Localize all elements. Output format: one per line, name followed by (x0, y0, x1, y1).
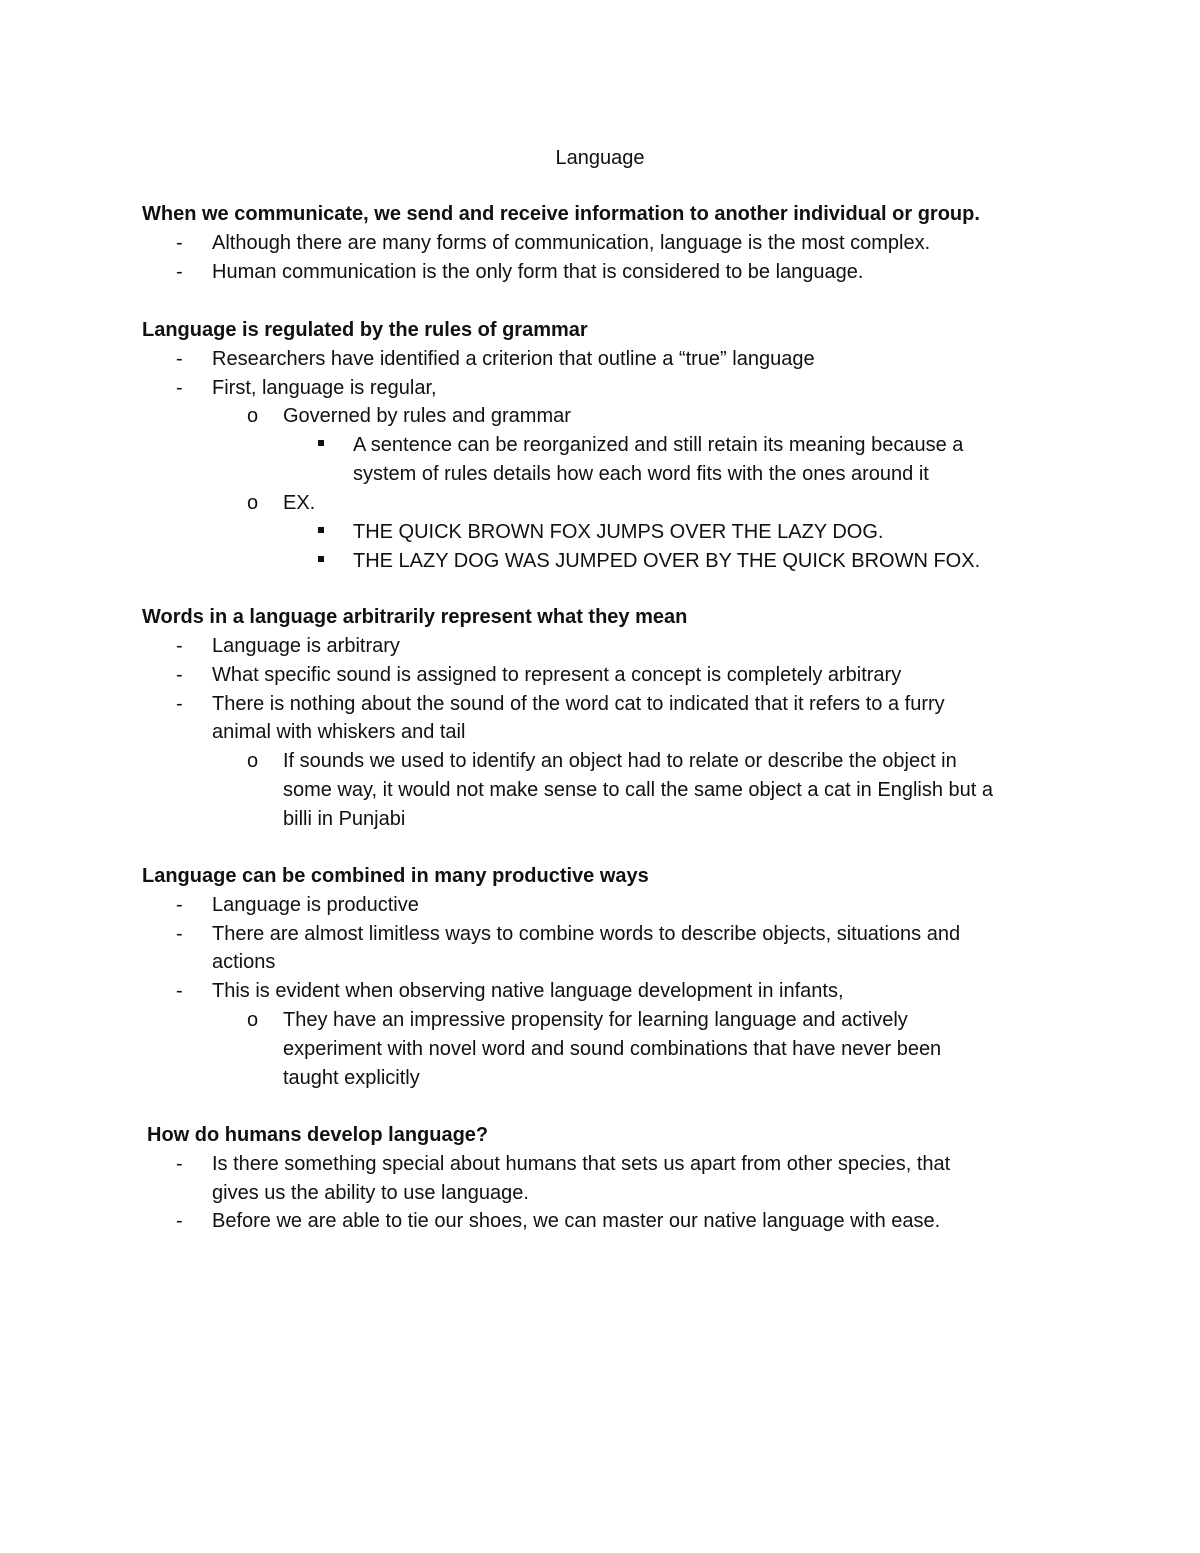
dash-bullet-marker: - (176, 635, 183, 657)
bullet-text: Is there something special about humans that sets us apart from other species, that (212, 1153, 951, 1175)
bullet-text: First, language is regular, (212, 377, 437, 399)
bullet-text: Human communication is the only form that is considered to be language. (212, 261, 864, 283)
bullet-text: Although there are many forms of communication, language is the most complex. (212, 232, 931, 254)
detail-text: A sentence can be reorganized and still retain its meaning because a (353, 434, 964, 456)
circle-bullet-marker: o (247, 750, 259, 772)
dash-bullet-marker: - (176, 923, 183, 945)
bullet-text: Researchers have identified a criterion that outline a “true” language (212, 348, 815, 370)
example-text: THE LAZY DOG WAS JUMPED OVER BY THE QUICK BROWN FOX. (353, 550, 981, 572)
bullet-text: This is evident when observing native language development in infants, (212, 980, 844, 1002)
sub-bullet-text: EX. (283, 492, 316, 514)
bullet-text: actions (212, 951, 276, 973)
dash-bullet-marker: - (176, 693, 183, 715)
bullet-text: There is nothing about the sound of the word cat to indicated that it refers to a furry (212, 693, 945, 715)
bullet-text: What specific sound is assigned to represent a concept is completely arbitrary (212, 664, 902, 686)
dash-bullet-marker: - (176, 980, 183, 1002)
bullet-text: Before we are able to tie our shoes, we can master our native language with ease. (212, 1210, 941, 1232)
sub-bullet-text: some way, it would not make sense to call the same object a cat in English but a (283, 779, 993, 801)
example-text: THE QUICK BROWN FOX JUMPS OVER THE LAZY DOG. (353, 521, 884, 543)
detail-text: system of rules details how each word fits with the ones around it (353, 463, 929, 485)
dash-bullet-marker: - (176, 1210, 183, 1232)
sub-bullet-text: If sounds we used to identify an object had to relate or describe the object in (283, 750, 957, 772)
sub-bullet-text: experiment with novel word and sound combinations that have never been (283, 1038, 942, 1060)
dash-bullet-marker: - (176, 1153, 183, 1175)
bullet-text: gives us the ability to use language. (212, 1182, 529, 1204)
bullet-text: animal with whiskers and tail (212, 721, 466, 743)
sub-bullet-text: taught explicitly (283, 1067, 420, 1089)
square-bullet-icon (318, 440, 324, 446)
dash-bullet-marker: - (176, 377, 183, 399)
section-heading: Words in a language arbitrarily represent what they mean (142, 606, 688, 628)
section-heading: When we communicate, we send and receive information to another individual or group. (142, 203, 980, 225)
sub-bullet-text: They have an impressive propensity for learning language and actively (283, 1009, 908, 1031)
section-heading: Language is regulated by the rules of grammar (142, 319, 588, 341)
dash-bullet-marker: - (176, 261, 183, 283)
dash-bullet-marker: - (176, 664, 183, 686)
dash-bullet-marker: - (176, 232, 183, 254)
circle-bullet-marker: o (247, 1009, 259, 1031)
sub-bullet-text: Governed by rules and grammar (283, 405, 571, 427)
bullet-text: Language is productive (212, 894, 419, 916)
circle-bullet-marker: o (247, 405, 259, 427)
section-heading: Language can be combined in many productive ways (142, 865, 649, 887)
circle-bullet-marker: o (247, 492, 259, 514)
page-title: Language (555, 147, 645, 169)
square-bullet-icon (318, 556, 324, 562)
dash-bullet-marker: - (176, 894, 183, 916)
section-heading: How do humans develop language? (147, 1124, 489, 1146)
bullet-text: Language is arbitrary (212, 635, 400, 657)
sub-bullet-text: billi in Punjabi (283, 808, 406, 830)
dash-bullet-marker: - (176, 348, 183, 370)
bullet-text: There are almost limitless ways to combine words to describe objects, situations and (212, 923, 961, 945)
square-bullet-icon (318, 527, 324, 533)
